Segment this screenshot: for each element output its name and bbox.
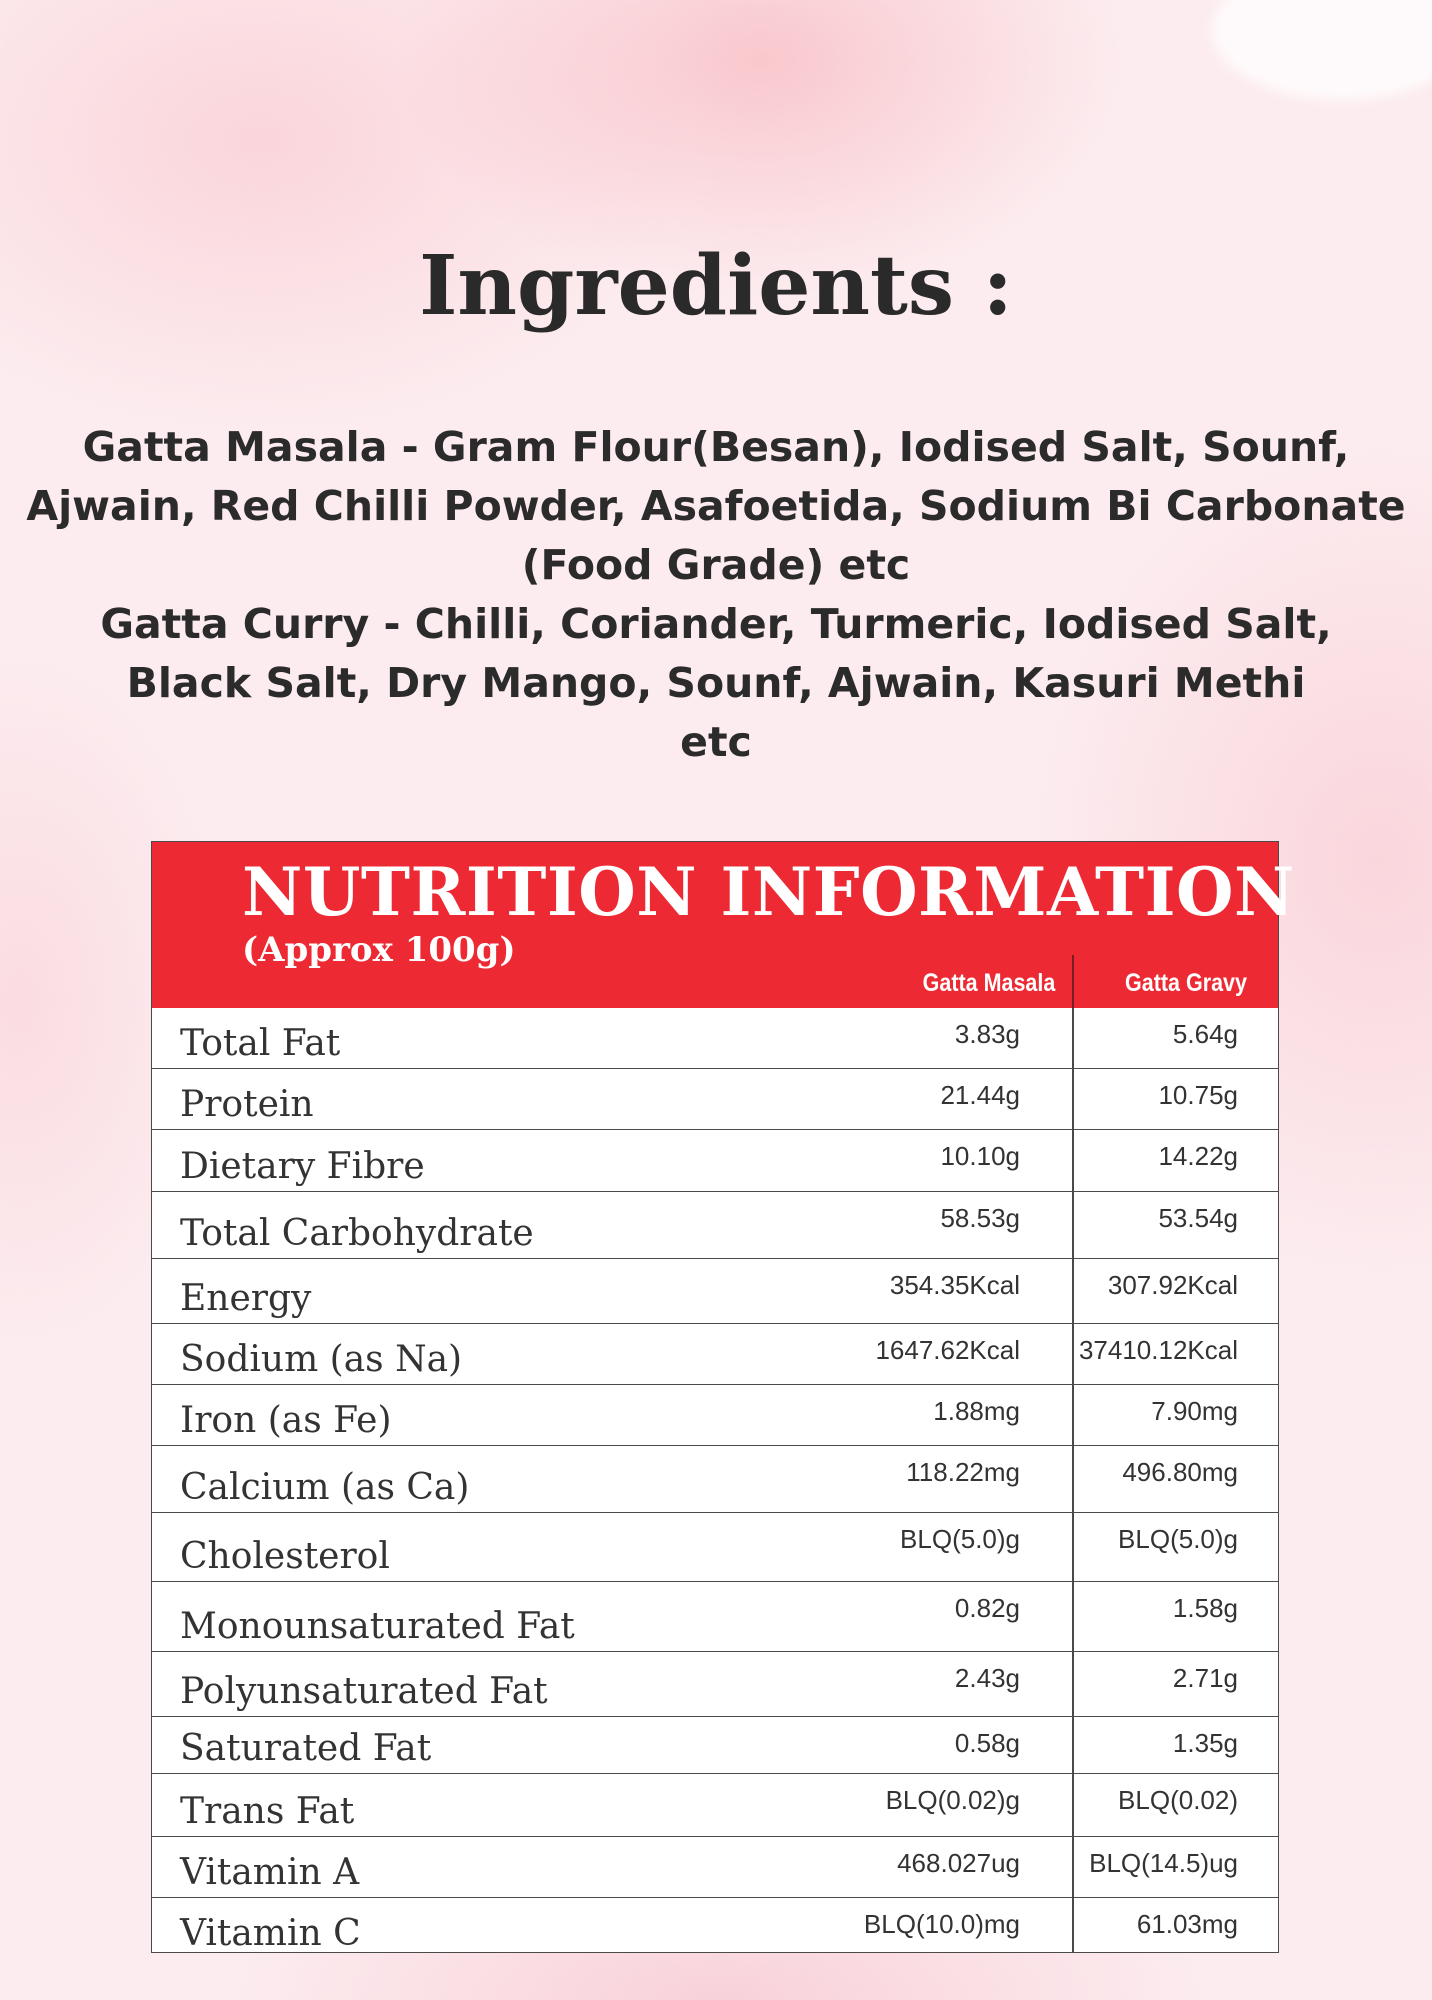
table-row — [152, 1652, 1278, 1717]
table-row — [152, 1069, 1278, 1130]
nutrient-label: Protein — [180, 1084, 314, 1125]
ingredients-line: Gatta Curry - Chilli, Coriander, Turmeric, Iodised Salt, — [100, 600, 1332, 648]
gatta-gravy-value: 61.03mg — [1136, 1909, 1238, 1939]
gatta-gravy-value: 307.92Kcal — [1107, 1270, 1238, 1300]
nutrient-label: Cholesterol — [180, 1536, 390, 1577]
nutrient-label: Calcium (as Ca) — [180, 1467, 470, 1508]
gatta-masala-value: 1647.62Kcal — [875, 1335, 1020, 1365]
nutrient-label: Total Fat — [180, 1023, 341, 1064]
gatta-gravy-value: 1.58g — [1172, 1593, 1238, 1623]
table-row — [152, 1513, 1278, 1582]
nutrient-label: Saturated Fat — [180, 1728, 432, 1769]
background-wash — [1212, 0, 1432, 100]
nutrient-label: Sodium (as Na) — [180, 1339, 463, 1380]
gatta-gravy-value: BLQ(5.0)g — [1118, 1524, 1238, 1554]
table-row — [152, 1582, 1278, 1652]
nutrient-label: Trans Fat — [180, 1791, 355, 1832]
nutrient-label: Monounsaturated Fat — [180, 1606, 575, 1647]
ingredients-line: (Food Grade) etc — [521, 541, 911, 589]
gatta-masala-value: 0.58g — [954, 1728, 1020, 1758]
table-row — [152, 1259, 1278, 1324]
table-row — [152, 1130, 1278, 1192]
gatta-gravy-value: 1.35g — [1172, 1728, 1238, 1758]
nutrition-table — [151, 841, 1295, 1954]
gatta-gravy-value: 5.64g — [1172, 1019, 1238, 1049]
gatta-gravy-value: 2.71g — [1172, 1663, 1238, 1693]
column-divider — [1072, 1008, 1074, 1952]
column-header-gatta-masala: Gatta Masala — [922, 969, 1056, 997]
ingredients-line: Gatta Masala - Gram Flour(Besan), Iodised Salt, Sounf, — [82, 423, 1350, 471]
table-row — [152, 1192, 1278, 1259]
nutrient-label: Dietary Fibre — [180, 1146, 425, 1187]
gatta-masala-value: 21.44g — [940, 1080, 1020, 1110]
gatta-gravy-value: BLQ(0.02) — [1118, 1785, 1238, 1815]
ingredients-heading: Ingredients : — [419, 238, 1013, 334]
gatta-gravy-value: 53.54g — [1158, 1203, 1238, 1233]
gatta-masala-value: BLQ(10.0)mg — [863, 1909, 1020, 1939]
gatta-masala-value: 1.88mg — [933, 1396, 1020, 1426]
table-row — [152, 1717, 1278, 1774]
nutrition-header — [152, 842, 1295, 1008]
nutrition-subtitle: (Approx 100g) — [242, 930, 516, 970]
nutrient-label: Vitamin C — [180, 1913, 361, 1954]
gatta-masala-value: BLQ(5.0)g — [900, 1524, 1020, 1554]
table-row — [152, 1898, 1278, 1958]
ingredients-line: Black Salt, Dry Mango, Sounf, Ajwain, Kasuri Methi — [126, 659, 1306, 707]
nutrient-label: Polyunsaturated Fat — [180, 1671, 548, 1712]
gatta-masala-value: 2.43g — [954, 1663, 1020, 1693]
gatta-gravy-value: 37410.12Kcal — [1078, 1335, 1238, 1365]
gatta-masala-value: 0.82g — [954, 1593, 1020, 1623]
nutrition-title: NUTRITION INFORMATION — [242, 853, 1295, 931]
ingredients-line: Ajwain, Red Chilli Powder, Asafoetida, Sodium Bi Carbonate — [26, 482, 1406, 530]
table-row — [152, 1446, 1278, 1513]
gatta-masala-value: 10.10g — [940, 1141, 1020, 1171]
gatta-masala-value: BLQ(0.02)g — [885, 1785, 1020, 1815]
gatta-masala-value: 468.027ug — [897, 1848, 1020, 1878]
gatta-gravy-value: 14.22g — [1158, 1141, 1238, 1171]
column-header-gatta-gravy: Gatta Gravy — [1125, 969, 1247, 997]
gatta-gravy-value: 10.75g — [1158, 1080, 1238, 1110]
nutrition-rows — [152, 1008, 1278, 1958]
nutrient-label: Vitamin A — [180, 1852, 360, 1893]
nutrient-label: Energy — [180, 1278, 312, 1319]
gatta-masala-value: 118.22mg — [906, 1457, 1020, 1487]
ingredients-text — [0, 418, 1432, 772]
gatta-gravy-value: 496.80mg — [1122, 1457, 1238, 1487]
gatta-gravy-value: 7.90mg — [1151, 1396, 1238, 1426]
gatta-masala-value: 354.35Kcal — [889, 1270, 1020, 1300]
gatta-gravy-value: BLQ(14.5)ug — [1089, 1848, 1238, 1878]
nutrient-label: Total Carbohydrate — [180, 1213, 534, 1254]
gatta-masala-value: 58.53g — [940, 1203, 1020, 1233]
table-row — [152, 1324, 1278, 1385]
table-row — [152, 1837, 1278, 1898]
table-row — [152, 1774, 1278, 1837]
table-row — [152, 1385, 1278, 1446]
table-row — [152, 1008, 1278, 1069]
nutrient-label: Iron (as Fe) — [180, 1400, 392, 1441]
gatta-masala-value: 3.83g — [954, 1019, 1020, 1049]
ingredients-line: etc — [680, 718, 752, 766]
